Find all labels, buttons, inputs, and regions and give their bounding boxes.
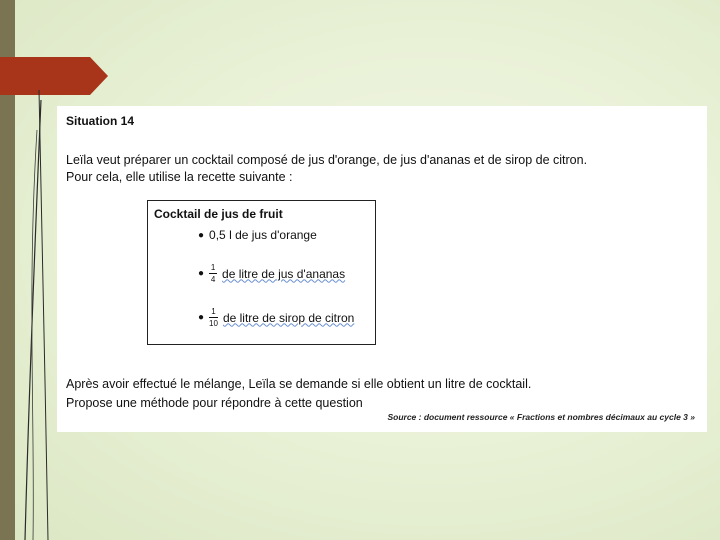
ingredient-text: de jus d'orange <box>235 228 317 242</box>
situation-title: Situation 14 <box>66 114 135 128</box>
intro-line-2: Pour cela, elle utilise la recette suivante : <box>66 170 293 184</box>
ingredient-lemon <box>198 307 354 328</box>
bullet-icon: ● <box>198 229 205 241</box>
outro-line-1: Après avoir effectué le mélange, Leïla se demande si elle obtient un litre de cocktail. <box>66 377 532 391</box>
ingredient-orange <box>198 228 317 242</box>
intro-line-1: Leïla veut préparer un cocktail composé de jus d'orange, de jus d'ananas et de sirop de citron. <box>66 153 588 167</box>
ingredient-text: de litre de sirop de citron <box>222 310 355 325</box>
fraction-denominator: 10 <box>209 319 218 328</box>
outro-line-2: Propose une méthode pour répondre à cette question <box>66 396 363 410</box>
fraction-numerator: 1 <box>210 263 216 272</box>
recipe-title: Cocktail de jus de fruit <box>154 207 283 221</box>
fraction-denominator: 4 <box>210 275 216 284</box>
fraction-numerator: 1 <box>211 307 216 316</box>
fraction-one-tenth <box>209 307 218 328</box>
ingredient-pineapple <box>198 263 345 284</box>
bullet-icon: ● <box>198 268 205 279</box>
bullet-icon: ● <box>198 312 205 323</box>
document-slide <box>57 106 707 432</box>
ingredient-amount: 0,5 l <box>209 228 232 242</box>
ingredient-text: de litre de jus d'ananas <box>222 266 346 281</box>
fraction-one-quarter <box>209 263 217 284</box>
source-citation: Source : document ressource « Fractions et nombres décimaux au cycle 3 » <box>387 412 695 422</box>
recipe-box <box>147 200 376 345</box>
question-text <box>66 375 706 413</box>
intro-text <box>66 152 706 186</box>
